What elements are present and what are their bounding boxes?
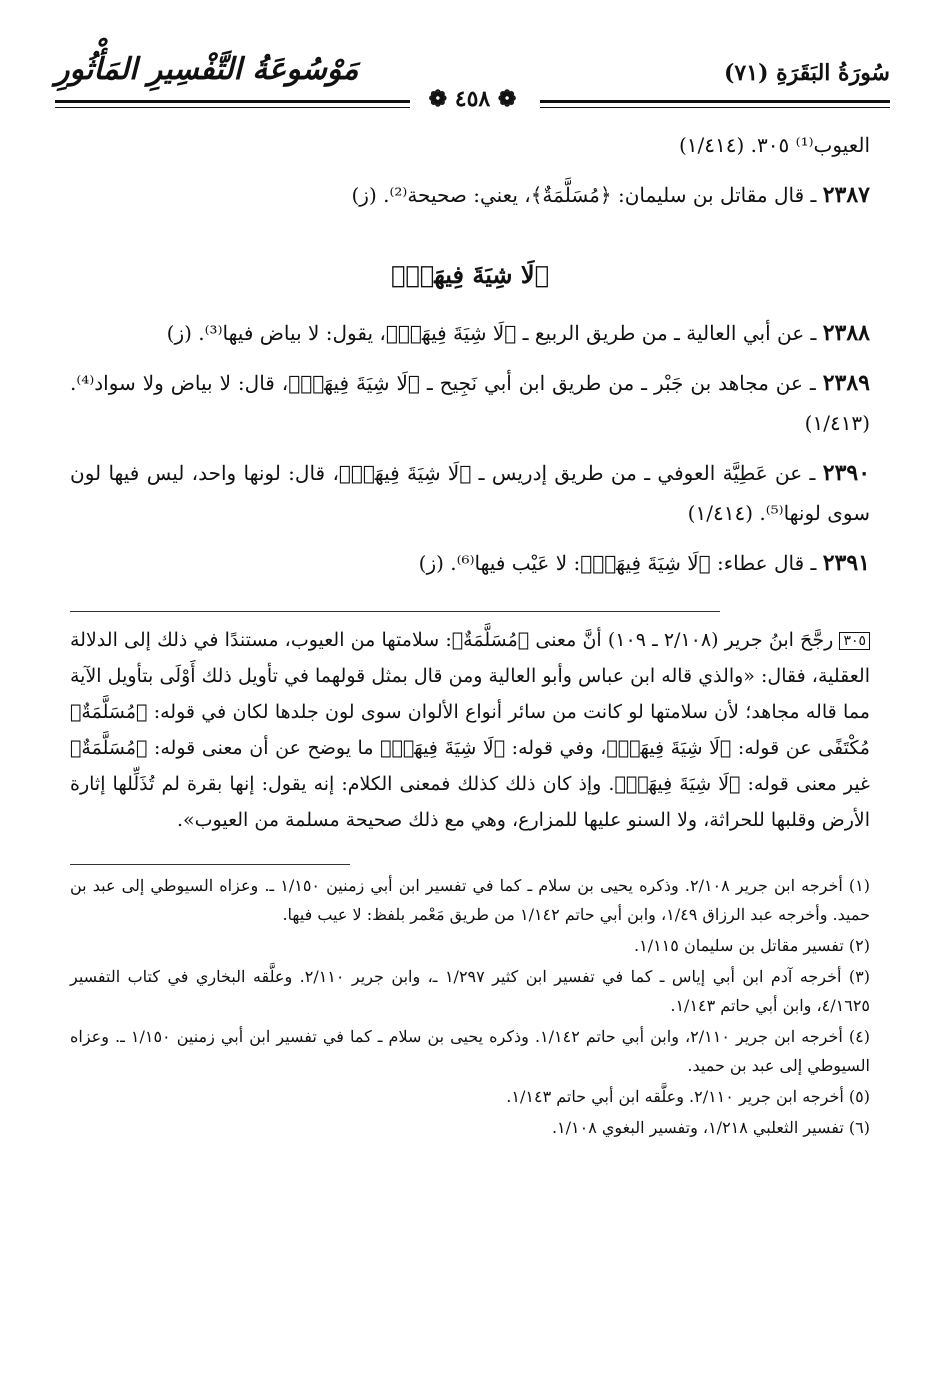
entry-2390 (70, 453, 870, 533)
footnote-separator (70, 864, 350, 865)
footnote-3: (٣) أخرجه آدم ابن أبي إياس ـ كما في تفسير ابن كثير ١/٢٩٧ ـ، وابن جرير ٢/١١٠. وعلَّقه البخاري في كتاب التفسير ٤/١٦٢٥، وابن أبي حاتم ١/١٤٣. (70, 967, 870, 1015)
entry-number: ٢٣٨٩ (822, 370, 870, 396)
entry-number: ٢٣٨٧ (822, 182, 870, 208)
entry-number: ٢٣٩١ (822, 550, 870, 576)
entry-number: ٢٣٨٨ (822, 320, 870, 346)
footnote-5: (٥) أخرجه ابن جرير ٢/١١٠. وعلَّقه ابن أبي حاتم ١/١٤٣. (506, 1087, 870, 1106)
entry-2387 (70, 175, 870, 215)
commentary-separator (70, 611, 720, 612)
entry-2389 (70, 363, 870, 443)
commentary-box-number: ٣٠٥ (839, 632, 870, 650)
page-number: ❁ ٤٥٨ ❁ (428, 86, 517, 112)
surah-title: سُورَةُ البَقَرَةِ (٧١) (724, 60, 890, 86)
commentary-text: رجَّحَ ابنُ جرير (٢/١٠٨ ـ ١٠٩) أنَّ معنى ﴿مُسَلَّمَةٌ﴾: سلامتها من العيوب، مستندًا في ذلك إلى الدلالة العقلية، فقال: «والذي قاله ابن عباس وأبو العالية ومن قال بمثل قولهما في تأويل ذلك أَوْلَى بتأويل الآية مما قاله مجاهد؛ لأن سلامتها لو كانت من سائر أنواع الألوان سوى لون جلدها لكان في قوله: ﴿مُسَلَّمَةٌ﴾ مُكْتَفًى عن قوله: ﴿لَا شِيَةَ فِيهَاۚ﴾، وفي قوله: ﴿لَا شِيَةَ فِيهَاۚ﴾ ما يوضح عن أن معنى قوله: ﴿مُسَلَّمَةٌ﴾ غير معنى قوله: ﴿لَا شِيَةَ فِيهَاۚ﴾. وإذ كان ذلك كذلك فمعنى الكلام: إنه يقول: إنها بقرة لم تُذَلِّلها إثارة الأرض وقلبها للحراثة، ولا السنو عليها للمزارع، وهي مع ذلك صحيحة مسلمة من العيوب». (70, 629, 870, 831)
footnote-1: (١) أخرجه ابن جرير ٢/١٠٨. وذكره يحيى بن سلام ـ كما في تفسير ابن أبي زمنين ١/١٥٠ ـ. وعزاه السيوطي إلى عبد بن حميد. وأخرجه عبد الرزاق ١/٤٩، وابن أبي حاتم ١/١٤٢ من طريق مَعْمر بلفظ: لا عيب فيها. (70, 876, 871, 924)
footnote-2: (٢) تفسير مقاتل بن سليمان ١/١١٥. (634, 936, 870, 955)
commentary-note (70, 622, 870, 838)
entry-text: ـ قال عطاء: ﴿لَا شِيَةَ فِيهَاۚ﴾: لا عَيْب فيها⁽⁶⁾. (ز) (418, 551, 817, 575)
footnote-6: (٦) تفسير الثعلبي ١/٢١٨، وتفسير البغوي ١/١٠٨. (551, 1118, 870, 1137)
page-header (55, 52, 890, 122)
entry-continuation: العيوب⁽¹⁾ ٣٠٥. (١/٤١٤) (678, 133, 870, 157)
section-heading: ﴿لَا شِيَةَ فِيهَاۚ﴾ (390, 260, 549, 289)
entry-text: ـ قال مقاتل بن سليمان: ﴿مُسَلَّمَةٌ﴾، يعني: صحيحة⁽²⁾. (ز) (351, 183, 817, 207)
entry-2388 (70, 313, 870, 353)
entry-text: ـ عن مجاهد بن جَبْر ـ من طريق ابن أبي نَجِيح ـ ﴿لَا شِيَةَ فِيهَاۚ﴾، قال: لا بياض ولا سواد⁽⁴⁾. (١/٤١٣) (70, 371, 870, 435)
page-body (70, 125, 870, 1144)
entry-text: ـ عن أبي العالية ـ من طريق الربيع ـ ﴿لَا شِيَةَ فِيهَاۚ﴾، يقول: لا بياض فيها⁽³⁾. (ز) (166, 321, 817, 345)
entry-number: ٢٣٩٠ (822, 460, 871, 486)
footnote-4: (٤) أخرجه ابن جرير ٢/١١٠، وابن أبي حاتم ١/١٤٢. وذكره يحيى بن سلام ـ كما في تفسير ابن أبي زمنين ١/١٥٠ ـ. وعزاه السيوطي إلى عبد بن حميد. (70, 1027, 871, 1075)
entry-text: ـ عن عَطِيَّة العوفي ـ من طريق إدريس ـ ﴿لَا شِيَةَ فِيهَاۚ﴾، قال: لونها واحد، ليس فيها لون سوى لونها⁽⁵⁾. (١/٤١٤) (70, 461, 870, 525)
entry-2391 (70, 543, 870, 583)
encyclopedia-title: مَوْسُوعَةُ التَّفْسِيرِ المَأْثُورِ (55, 52, 359, 87)
